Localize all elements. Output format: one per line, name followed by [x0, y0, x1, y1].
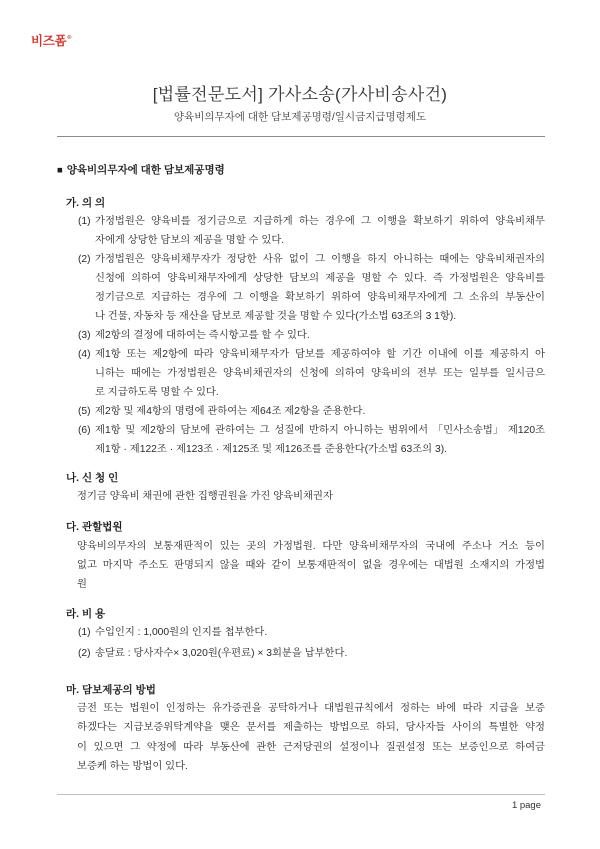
text-line: 로 지급하도록 명할 수 있다.	[95, 386, 219, 398]
item-number: (1)	[78, 215, 91, 227]
footer-divider	[57, 794, 545, 795]
list-item	[78, 250, 545, 326]
section-heading-text: 양육비의무자에 대한 담보제공명령	[66, 163, 225, 176]
item-number: (2)	[78, 253, 91, 265]
logo-text: 비즈폼	[31, 34, 67, 48]
text-line: 제1항 및 제2항의 담보에 관하여는 그 성질에 반하지 아니하는 범위에서 「민사소송법」 제120조	[95, 424, 545, 436]
text-line: 양육비의무자의 보통재판적이 있는 곳의 가정법원. 다만 양육비채무자의 국내에 주소나 거소 등이	[77, 540, 545, 552]
list-item	[78, 623, 545, 644]
text-line: 금전 또는 법원이 인정하는 유가증권을 공탁하거나 대법원규칙에서 정하는 바에 따라 지급을 보증	[77, 703, 545, 714]
text-line: 제1항 또는 제2항에 따라 양육비채무자가 담보를 제공하여야 할 기간 이내에 이를 제공하지 아	[95, 348, 545, 360]
registered-mark: ®	[67, 35, 72, 41]
list-item	[78, 345, 545, 402]
item-number: (4)	[78, 348, 91, 360]
page-number: 1 page	[511, 800, 541, 811]
list-item	[78, 402, 545, 421]
text-line: 보증케 하는 방법이 있다.	[77, 761, 188, 773]
text-line: 자에게 상당한 담보의 제공을 명할 수 있다.	[95, 234, 285, 246]
item-number: (1)	[78, 627, 91, 638]
text-line: 나 건물, 자동차 등 재산을 담보로 제공할 것을 명할 수 있다(가소법 63조의 3 1항).	[95, 310, 457, 322]
text-line: 송달료 : 당사자수× 3,020원(우편료) × 3회분을 납부한다.	[95, 647, 348, 659]
text-line: 원	[77, 578, 87, 590]
text-line: 제2항 및 제4항의 명령에 관하여는 제64조 제2항을 준용한다.	[95, 405, 366, 417]
costs-list	[78, 623, 545, 664]
square-bullet-icon: ■	[57, 164, 63, 176]
applicant-paragraph	[77, 487, 545, 506]
subsection-heading-court: 다. 관할법원	[66, 520, 123, 533]
list-item	[78, 212, 545, 250]
text-line: 이 있으면 그 약정에 따라 부동산에 관한 근저당권의 설정이나 질권설정 또는 보증인으로 하여금	[77, 741, 545, 753]
document-title: [법률전문도서] 가사소송(가사비송사건)	[152, 85, 448, 104]
item-number: (2)	[78, 647, 91, 659]
item-number: (6)	[78, 424, 91, 436]
text-line: 가정법원은 양육비를 정기금으로 지급하게 하는 경우에 그 이행을 확보하기 위하여 양육비채무	[95, 215, 545, 227]
header-divider	[57, 136, 545, 137]
text-line: 정기금 양육비 채권에 관한 집행권원을 가진 양육비채권자	[77, 490, 333, 502]
text-line: 정기금으로 지급하는 경우에 그 이행을 확보하기 위하여 양육비채무자에게 그 소유의 부동산이	[95, 291, 545, 303]
text-line: 신청에 의하여 양육비채무자에게 상당한 담보의 제공을 명할 수 있다. 즉 가정법원은 양육비를	[95, 272, 545, 284]
meaning-list	[78, 212, 545, 459]
bizform-logo	[31, 30, 71, 49]
court-paragraph	[77, 537, 545, 594]
method-paragraph	[77, 699, 545, 777]
item-number: (3)	[78, 329, 91, 341]
subsection-heading-method: 마. 담보제공의 방법	[66, 683, 156, 696]
section-heading	[57, 161, 225, 180]
text-line: 가정법원은 양육비채무자가 정당한 사유 없이 그 이행을 하지 아니하는 때에는 양육비채권자의	[95, 253, 545, 265]
document-subtitle: 양육비의무자에 대한 담보제공명령/일시금지급명령제도	[173, 111, 427, 123]
text-line: 하겠다는 지급보증위탁계약을 맺은 문서를 제출하는 방법으로 하되, 당사자들 사이의 특별한 약정	[77, 722, 545, 734]
subsection-heading-costs: 라. 비 용	[66, 607, 106, 620]
text-line: 제2항의 결정에 대하여는 즉시항고를 할 수 있다.	[95, 329, 310, 341]
text-line: 수입인지 : 1,000원의 인지를 첩부한다.	[95, 627, 268, 638]
subsection-heading-applicant: 나. 신 청 인	[66, 471, 119, 484]
list-item	[78, 421, 545, 459]
text-line: 없고 마지막 주소도 판명되지 않을 때와 같이 보통재판적이 없을 경우에는 대법원 소재지의 가정법	[77, 559, 545, 571]
text-line: 제1항 · 제122조 · 제123조 · 제125조 및 제126조를 준용한다(가소법 63조의 3).	[95, 443, 447, 455]
subsection-heading-meaning: 가. 의 의	[66, 196, 106, 209]
text-line: 니하는 때에는 가정법원은 양육비채권자의 신청에 의하여 양육비의 전부 또는 일부를 일시금으	[95, 367, 545, 379]
list-item	[78, 326, 545, 345]
list-item	[78, 644, 545, 665]
item-number: (5)	[78, 405, 91, 417]
